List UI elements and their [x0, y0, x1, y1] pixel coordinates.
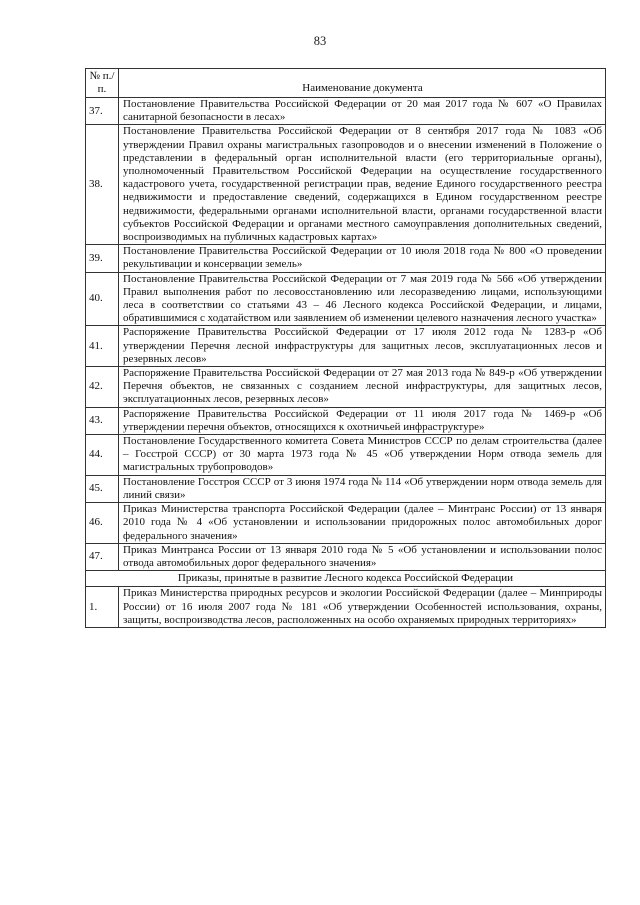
table-row [86, 435, 606, 476]
section-header-row [86, 571, 606, 587]
header-document-name: Наименование документа [119, 69, 606, 98]
row-document-text: Распоряжение Правительства Российской Федерации от 27 мая 2013 года № 849-р «Об утверждении Перечня объектов, не связанных с созданием лесной инфраструктуры, для защитных лесов, эксплуатационных лесов, резервных лесов» [119, 367, 606, 408]
table-row [86, 475, 606, 502]
row-document-text: Постановление Правительства Российской Федерации от 7 мая 2019 года № 566 «Об утверждении Правил выполнения работ по лесовосстановлению или лесоразведению лицами, использующими леса в соответствии со статьями 43 – 46 Лесного кодекса Российской Федерации, и лицами, обратившимися с ходатайством или заявлением об изменении целевого назначения лесного участка» [119, 272, 606, 326]
page-number: 83 [313, 34, 327, 48]
table-row [86, 367, 606, 408]
row-document-text: Постановление Правительства Российской Федерации от 10 июля 2018 года № 800 «О проведении рекультивации и консервации земель» [119, 245, 606, 272]
row-number: 47. [86, 543, 119, 570]
row-number: 41. [86, 326, 119, 367]
table-row [86, 587, 606, 628]
table-body [86, 98, 606, 628]
table-row [86, 407, 606, 434]
row-number: 38. [86, 125, 119, 245]
row-document-text: Приказ Министерства природных ресурсов и экологии Российской Федерации (далее – Минприроды России) от 16 июля 2007 года № 181 «Об утверждении Особенностей использования, охраны, защиты, воспроизводства лесов, расположенных на особо охраняемых природных территориях» [119, 587, 606, 628]
row-number: 46. [86, 503, 119, 544]
row-number: 44. [86, 435, 119, 476]
table-row [86, 125, 606, 245]
row-document-text: Приказ Министерства транспорта Российской Федерации (далее – Минтранс России) от 13 января 2010 года № 4 «Об установлении и использовании придорожных полос автомобильных дорог федерального значения» [119, 503, 606, 544]
row-document-text: Постановление Правительства Российской Федерации от 8 сентября 2017 года № 1083 «Об утверждении Правил охраны магистральных газопроводов и о внесении изменений в Положение о представлении в федеральный орган исполнительной власти (его территориальные органы), уполномоченный Правительством Российской Федерации на осуществление государственного кадастрового учета, государственной регистрации прав, ведение Единого государственного реестра недвижимости и предоставление сведений, содержащихся в Едином государственном реестре недвижимости, федеральными органами исполнительной власти, органами государственной власти субъектов Российской Федерации и органами местного самоуправления дополнительных сведений, воспроизводимых на публичных кадастровых картах» [119, 125, 606, 245]
table-row [86, 272, 606, 326]
row-document-text: Распоряжение Правительства Российской Федерации от 17 июля 2012 года № 1283-р «Об утверждении Перечня лесной инфраструктуры для защитных лесов, эксплуатационных лесов и резервных лесов» [119, 326, 606, 367]
section-title: Приказы, принятые в развитие Лесного кодекса Российской Федерации [86, 571, 606, 587]
row-document-text: Постановление Госстроя СССР от 3 июня 1974 года № 114 «Об утверждении норм отвода земель для линий связи» [119, 475, 606, 502]
table-row [86, 503, 606, 544]
row-number: 37. [86, 98, 119, 125]
table-row [86, 98, 606, 125]
table-row [86, 326, 606, 367]
row-number: 40. [86, 272, 119, 326]
header-number: № п./п. [86, 69, 119, 98]
table-row [86, 543, 606, 570]
table-header-row [86, 69, 606, 98]
row-number: 43. [86, 407, 119, 434]
row-document-text: Постановление Правительства Российской Федерации от 20 мая 2017 года № 607 «О Правилах санитарной безопасности в лесах» [119, 98, 606, 125]
row-document-text: Приказ Минтранса России от 13 января 2010 года № 5 «Об установлении и использовании полос отвода автомобильных дорог федерального значения» [119, 543, 606, 570]
row-number: 42. [86, 367, 119, 408]
table-row [86, 245, 606, 272]
row-document-text: Распоряжение Правительства Российской Федерации от 11 июля 2017 года № 1469-р «Об утверждении перечня объектов, относящихся к охотничьей инфраструктуре» [119, 407, 606, 434]
row-number: 45. [86, 475, 119, 502]
row-document-text: Постановление Государственного комитета Совета Министров СССР по делам строительства (далее – Госстрой СССР) от 30 марта 1973 года № 45 «Об утверждении Норм отвода земель для магистральных трубопроводов» [119, 435, 606, 476]
documents-table [85, 68, 606, 628]
row-number: 1. [86, 587, 119, 628]
row-number: 39. [86, 245, 119, 272]
